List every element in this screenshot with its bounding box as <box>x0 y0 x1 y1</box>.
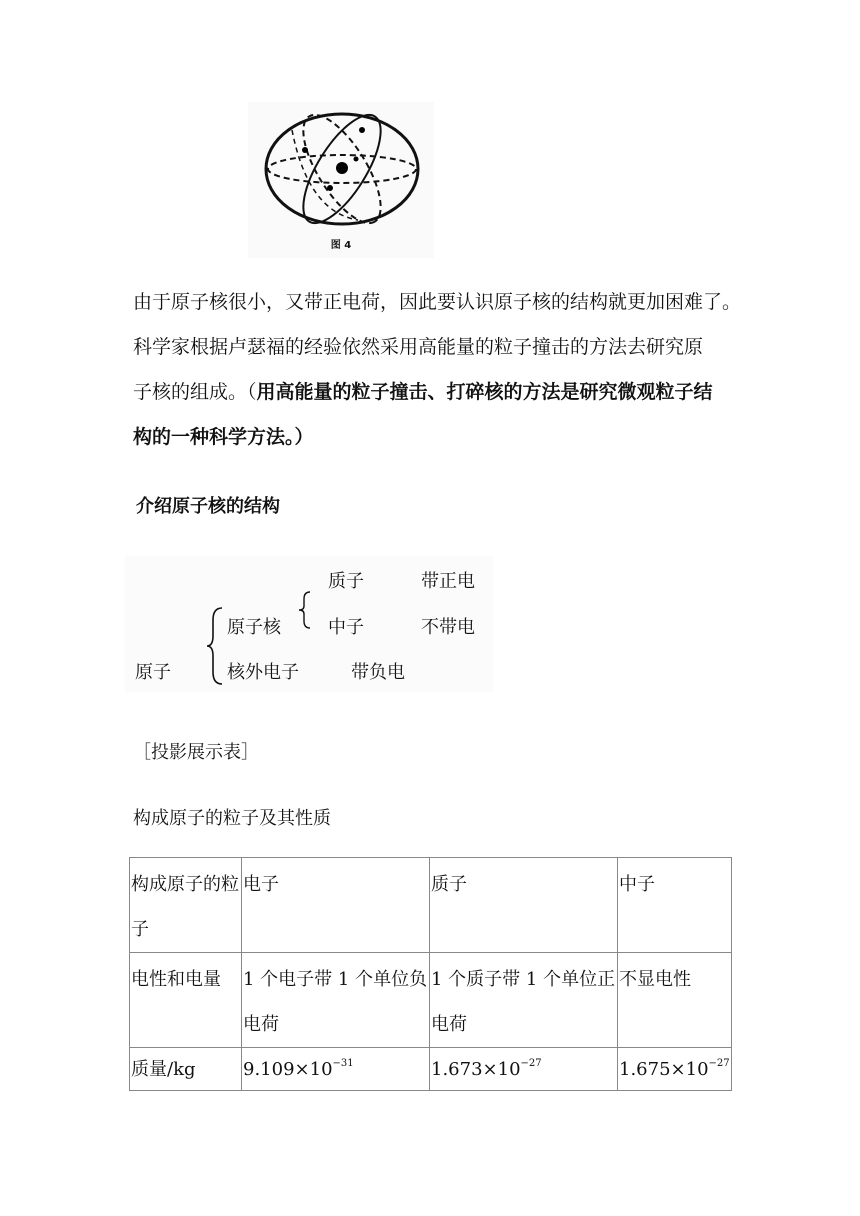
electron-mass-exponent: −31 <box>332 1058 354 1069</box>
projection-label: ［投影展示表］ <box>133 742 259 763</box>
neutron-mass-exponent: −27 <box>708 1058 730 1069</box>
section-heading: 介绍原子核的结构 <box>136 496 280 517</box>
atom-label: 原子 <box>135 662 171 683</box>
nucleus-label: 原子核 <box>227 617 281 638</box>
intro-paragraph <box>133 280 753 460</box>
paragraph-line-1: 由于原子核很小，又带正电荷，因此要认识原子核的结构就更加困难了。 <box>133 291 742 313</box>
proton-label: 质子 <box>328 571 364 592</box>
table-header-cell: 电子 <box>242 858 430 953</box>
neutron-label: 中子 <box>328 617 364 638</box>
proton-mass-cell <box>430 1048 618 1091</box>
proton-mass-exponent: −27 <box>520 1058 542 1069</box>
table-header-cell: 中子 <box>618 858 732 953</box>
outer-electron-charge-label: 带负电 <box>351 662 405 683</box>
table-cell: 1 个质子带 1 个单位正电荷 <box>430 953 618 1048</box>
paragraph-line-3-bold: 用高能量的粒子撞击、打碎核的方法是研究微观粒子结 <box>256 381 713 403</box>
neutron-charge-label: 不带电 <box>421 617 475 638</box>
table-row <box>130 858 732 953</box>
table-header-cell: 质子 <box>430 858 618 953</box>
table-cell: 1 个电子带 1 个单位负电荷 <box>242 953 430 1048</box>
outer-brace-icon <box>205 606 225 686</box>
paragraph-line-4-bold: 构的一种科学方法。） <box>133 426 314 448</box>
figure-caption: 图 4 <box>330 240 352 251</box>
particle-properties-table <box>129 857 732 1091</box>
outer-electron-label: 核外电子 <box>227 662 299 683</box>
electron-mass-value: 9.109×10 <box>243 1059 333 1080</box>
nucleus-brace-icon <box>297 590 313 630</box>
atom-model-figure <box>248 102 434 258</box>
table-cell: 不显电性 <box>618 953 732 1048</box>
paragraph-line-3-normal: 子核的组成。（ <box>133 381 257 403</box>
paragraph-line-3 <box>133 370 753 415</box>
table-row <box>130 1048 732 1091</box>
atom-structure-diagram <box>125 556 493 692</box>
neutron-mass-cell <box>618 1048 732 1091</box>
table-title: 构成原子的粒子及其性质 <box>133 808 331 829</box>
electron-mass-cell <box>242 1048 430 1091</box>
proton-mass-value: 1.673×10 <box>431 1059 521 1080</box>
table-row <box>130 953 732 1048</box>
paragraph-line-2: 科学家根据卢瑟福的经验依然采用高能量的粒子撞击的方法去研究原 <box>133 336 704 358</box>
atom-model-icon <box>248 102 434 258</box>
proton-charge-label: 带正电 <box>421 571 475 592</box>
table-cell: 电性和电量 <box>130 953 242 1048</box>
neutron-mass-value: 1.675×10 <box>619 1059 709 1080</box>
table-cell: 质量/kg <box>130 1048 242 1091</box>
table-header-cell: 构成原子的粒子 <box>130 858 242 953</box>
